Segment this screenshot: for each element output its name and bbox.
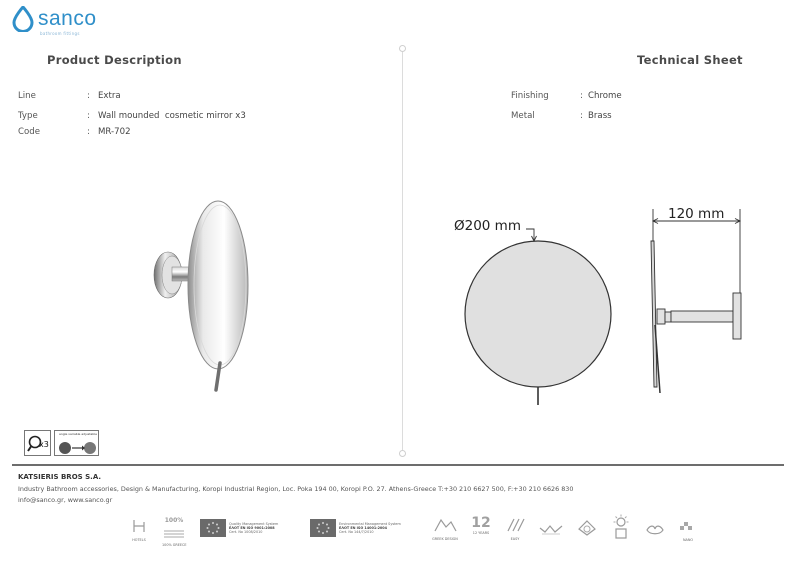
spec-value-metal: Brass: [588, 111, 612, 121]
cert-sun: [610, 514, 632, 544]
spec-label-code: Code: [18, 127, 41, 137]
cert-nano: NANO: [676, 518, 700, 544]
company-name: KATSIERIS BROS S.A.: [18, 473, 102, 481]
spec-label-type: Type: [18, 111, 38, 121]
divider-cap-top: [399, 45, 406, 52]
greece-100-icon: 100%: [164, 517, 184, 524]
company-address: Industry Bathroom accessories, Design & Manufacturing, Koropi Industrial Region, Loc. Poka 194 00, Koropi P.O. 27. Athens-Greece T:+30 210 6627 500, F:+30 210 6626 830: [18, 485, 574, 493]
cert-handshake: [644, 521, 666, 541]
handshake-icon: [644, 521, 666, 537]
cert-recycle: [576, 518, 598, 542]
cert-easy-clean: EASY: [504, 517, 526, 543]
spec-colon: :: [87, 127, 90, 137]
recycle-icon: [576, 518, 598, 538]
product-image-mirror: [140, 195, 270, 400]
cert-12-years: 12 12 YEARS: [471, 515, 491, 535]
spec-value-code: MR-702: [98, 127, 131, 137]
magnification-badge: [24, 430, 51, 456]
cert-greek-design: GREEK DESIGN: [432, 517, 458, 543]
cert-greece: 100% 100% GREECE: [162, 517, 187, 547]
spec-colon: :: [87, 91, 90, 101]
side-view-mirror: [651, 241, 657, 387]
water-drop-icon: [12, 6, 34, 32]
wave-icon: [538, 520, 564, 536]
side-view-arm: [671, 311, 733, 322]
certificates-row: [128, 514, 708, 547]
spec-label-metal: Metal: [511, 111, 535, 121]
front-view-disc: [465, 241, 611, 387]
mirror-disc: [188, 201, 248, 369]
cert-iso-14001: Environmental Management System ΕΛΟΤ EN ISO 14001:2004 Cert. No 144/7/2010: [310, 519, 420, 539]
angle-adjust-badge: [54, 430, 99, 456]
sun-icon: [610, 514, 632, 540]
brand-logo: [12, 4, 112, 38]
nano-icon: [676, 518, 700, 534]
brand-tagline: bathroom fittings: [40, 31, 80, 36]
spec-label-finishing: Finishing: [511, 91, 549, 101]
eu-flag-icon: [200, 519, 226, 537]
spec-colon: :: [87, 111, 90, 121]
technical-sheet-title: Technical Sheet: [637, 53, 743, 67]
spec-value-finishing: Chrome: [588, 91, 622, 101]
company-contact[interactable]: info@sanco.gr, www.sanco.gr: [18, 496, 113, 504]
angle-adjust-icon: [57, 441, 98, 455]
spec-value-line: Extra: [98, 91, 121, 101]
diameter-label: Ø200 mm: [454, 218, 521, 234]
cert-wave: [538, 520, 564, 542]
greek-design-icon: [432, 517, 458, 533]
brand-name: sanco: [38, 7, 97, 30]
spec-label-line: Line: [18, 91, 36, 101]
technical-drawing: [440, 195, 760, 410]
cert-iso-9001: Quality Management System ΕΛΟΤ EN ISO 9001:2008 Cert. No 1008/2010: [200, 519, 304, 539]
side-view-flange: [733, 293, 741, 339]
hotels-icon: [128, 518, 150, 534]
eu-flag-icon: [310, 519, 336, 537]
magnification-text: x3: [39, 440, 49, 449]
angle-adjust-text: angle variable adjustable: [59, 432, 97, 436]
product-description-title: Product Description: [47, 53, 182, 67]
spec-value-type: Wall mounded cosmetic mirror x3: [98, 111, 246, 121]
footer-rule: [12, 464, 784, 466]
spec-colon: :: [580, 91, 583, 101]
center-divider: [402, 48, 403, 454]
depth-label: 120 mm: [668, 206, 725, 222]
spec-colon: :: [580, 111, 583, 121]
divider-cap-bottom: [399, 450, 406, 457]
years-12-icon: 12: [471, 515, 491, 531]
cert-hotels: HOTELS: [128, 518, 150, 542]
easy-clean-icon: [504, 517, 526, 533]
